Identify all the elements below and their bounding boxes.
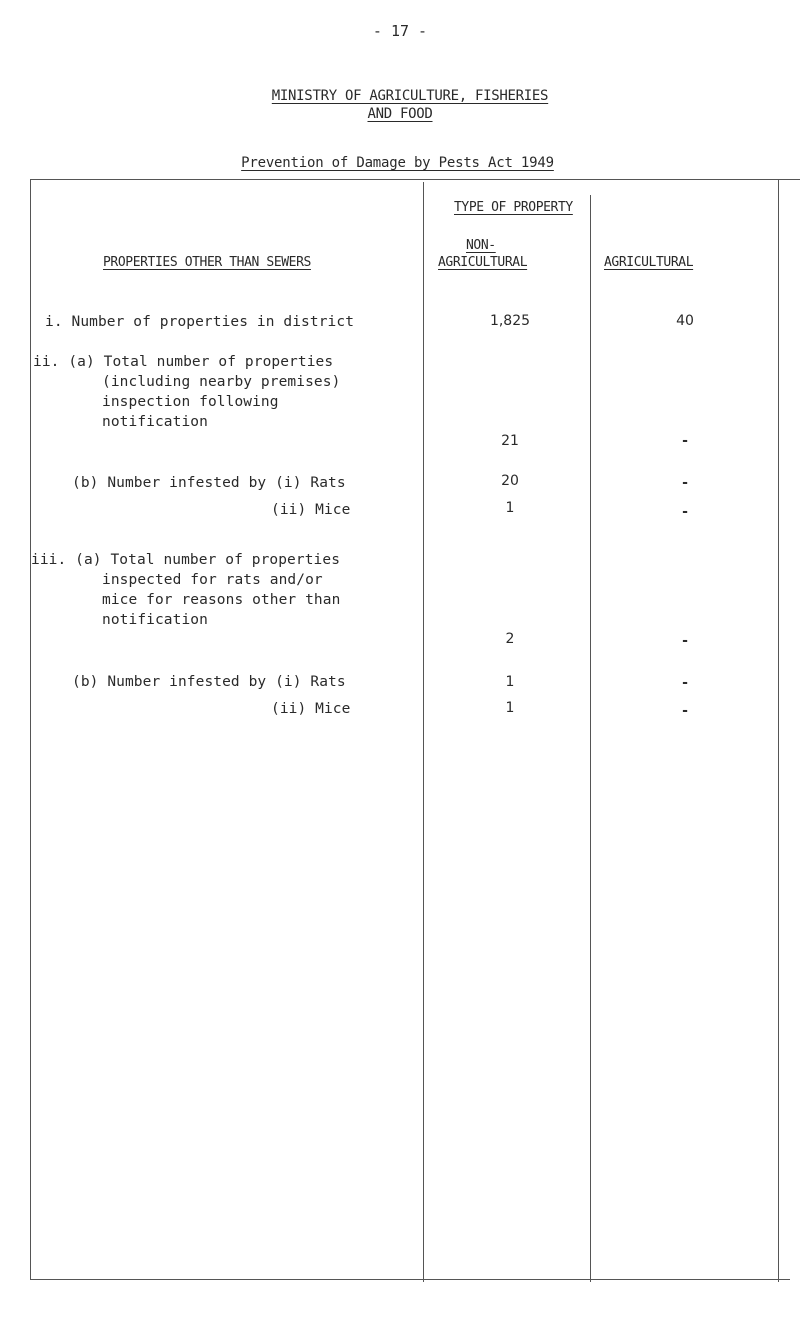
agricultural-value: - <box>682 675 688 691</box>
agricultural-value: - <box>682 703 688 719</box>
page-number: - 17 - <box>372 22 428 40</box>
non-agricultural-header-line1: NON- <box>466 238 496 253</box>
non-agricultural-value: 21 <box>501 433 519 449</box>
row-label-line2: (including nearby premises) <box>102 374 341 390</box>
table-border-bottom <box>30 1279 790 1280</box>
act-title: Prevention of Damage by Pests Act 1949 <box>241 155 554 171</box>
table-border-right <box>778 179 779 1282</box>
type-of-property-header: TYPE OF PROPERTY <box>454 200 573 215</box>
properties-column-header: PROPERTIES OTHER THAN SEWERS <box>103 255 311 270</box>
column-divider-1 <box>423 182 424 1282</box>
row-label: (ii) Mice <box>271 502 351 518</box>
row-label-line3: inspection following <box>102 394 279 410</box>
row-label-line3: mice for reasons other than <box>102 592 341 608</box>
row-label: (ii) Mice <box>271 701 351 717</box>
row-label-line1: iii. (a) Total number of properties <box>31 552 341 568</box>
agricultural-value: - <box>682 433 688 449</box>
non-agricultural-header-line2: AGRICULTURAL <box>438 255 528 270</box>
agricultural-value: - <box>682 633 688 649</box>
non-agricultural-value: 20 <box>501 473 519 489</box>
ministry-title-line1: MINISTRY OF AGRICULTURE, FISHERIES <box>271 88 549 104</box>
row-label-line1: ii. (a) Total number of properties <box>33 354 334 370</box>
column-divider-2 <box>590 195 591 1282</box>
agricultural-value: - <box>682 504 688 520</box>
row-label-line2: inspected for rats and/or <box>102 572 323 588</box>
row-label-line4: notification <box>102 612 208 628</box>
non-agricultural-value: 1 <box>505 700 515 716</box>
agricultural-value: - <box>682 475 688 491</box>
non-agricultural-value: 2 <box>505 631 515 647</box>
non-agricultural-value: 1 <box>505 500 515 516</box>
agricultural-value: 40 <box>676 313 694 329</box>
table-border-left <box>30 179 31 1279</box>
non-agricultural-value: 1 <box>505 674 515 690</box>
non-agricultural-value: 1,825 <box>489 313 531 329</box>
ministry-title-line2: AND FOOD <box>367 106 433 122</box>
row-label: (b) Number infested by (i) Rats <box>72 475 346 491</box>
row-label-line4: notification <box>102 414 208 430</box>
agricultural-header: AGRICULTURAL <box>604 255 694 270</box>
row-label: (b) Number infested by (i) Rats <box>72 674 346 690</box>
row-label: i. Number of properties in district <box>45 314 355 330</box>
table-border-top <box>30 179 800 180</box>
